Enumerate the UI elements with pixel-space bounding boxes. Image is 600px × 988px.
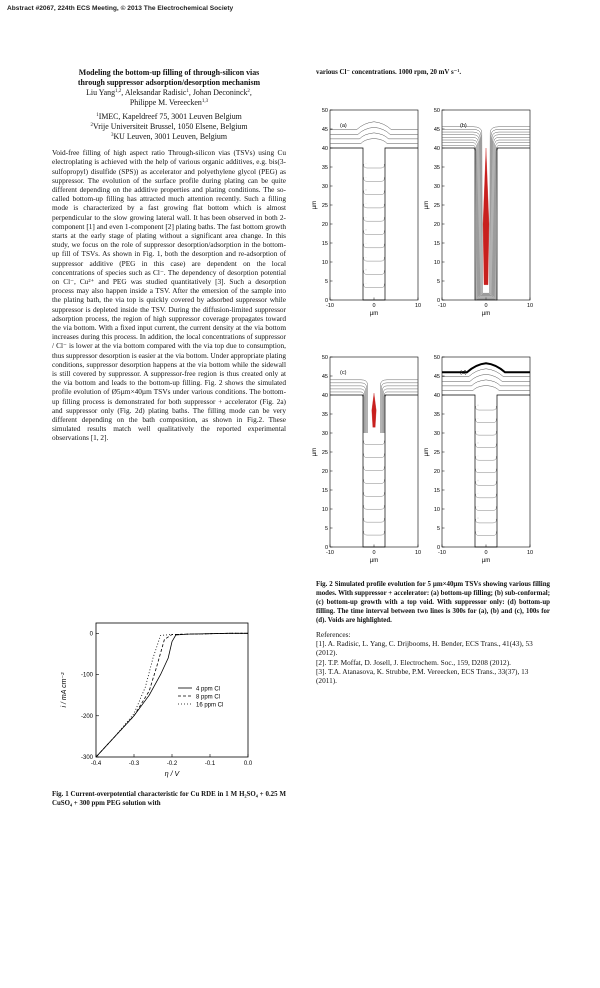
fig2-ytick: 40 [321,146,328,152]
references [316,630,550,685]
left-column [52,68,286,807]
fig2-panel-label: (c) [340,370,347,376]
fig2-ytick: 45 [321,127,328,133]
fig2-ytick: 0 [436,545,440,551]
fig2-ylabel: µm [312,200,318,210]
abstract-body: Void-free filling of high aspect ratio Through-silicon vias (TSVs) using Cu electroplating is achieved with the help of various organic additives, e.g. bis(3-sulfopropyl) disulfide (SPS)) as accelerator and polyethylene glycol (PEG) as suppressor. The evolution of the surface profile during plating can be quite different depending on the additive properties and plating conditions. The so-called bottom-up filling has attracted much attention recently. Such a filling mode is characterized by a fast growing flat bottom which is almost perpendicular to the slow growing lateral wall. It has been observed in both 2-component [1] and even 1-component [2] plating baths. The fast bottom growth starts at the early stage of plating without a significant area change. In this study, we focus on the role of suppressor desorption/adsorption in the bottom-up fill of TSVs. As shown in Fig. 1, both the desorption and re-adsorption of suppressor additive (PEG in this case) are dependent on the local concentrations of species such as Cl⁻. The dependency of desorption potential on Cl⁻, Cu²⁺ and PEG was studied quantitatively [3]. Such a desorption process may also happen inside a TSV. After the emersion of the sample into the plating bath, the via top is quickly covered by adsorbed suppressor while suppressor is depleted inside the TSV. During the diffusion-limited suppressor adsorption process, the region of high suppressor coverage propagates toward the via bottom. With a fixed input current, the current density at the via bottom increases during this process. In addition, the local concentrations of suppressor / Cl⁻ is lower at the via bottom compared with the via top due to consumption, thus suppressor desorption is easier at the via bottom. Under appropriate plating conditions, suppressor desorption happens at the via bottom while the sidewall is still covered by suppressor. A suppressor-free region is thus created only at the via bottom and leads to the bottom-up filling. Fig. 2 shows the simulated profile evolution of Ø5µm×40µm TSVs under various conditions. The bottom-up filling process is demonstrated for both suppressor + accelerator (Fig. 2a) and suppressor only (Fig. 2d) plating baths. The filling mode can be very different depending on the bath composition, as shown in Fig.2. These simulated results match well qualitatively the reported experimental observations [1, 2]. [52,148,286,443]
right-column [312,68,550,686]
fig2-xtick: -10 [438,303,446,309]
fig1-legend [178,687,223,709]
fig2-xtick: 10 [414,303,422,309]
references-heading: References: [316,630,351,639]
fig2-ytick: 50 [321,108,328,114]
fig2-ytick: 35 [433,412,440,418]
fig2-xtick: 0 [372,550,376,556]
fig2-ytick: 15 [433,488,440,494]
fig2-ytick: 30 [321,184,328,190]
fig2-panel-c [312,355,421,564]
fig1-chart [52,619,286,777]
fig2-panel-label: (b) [460,123,467,129]
fig2-xlabel: µm [481,311,491,317]
fig2-ytick: 35 [433,165,440,171]
legend-16ppm: 16 ppm Cl [196,702,224,709]
fig2-panel-label: (d) [460,370,467,376]
fig2-ytick: 45 [433,374,440,380]
fig2-xtick: -10 [326,550,334,556]
fig2-ytick: 30 [321,431,328,437]
fig2-ytick: 10 [433,260,440,266]
fig1-ytick: -200 [80,713,93,720]
fig2-ytick: 45 [433,127,440,133]
fig2-ytick: 5 [436,526,440,532]
fig2-ytick: 30 [433,184,440,190]
fig2-ytick: 5 [324,526,328,532]
fig2-ytick: 15 [433,241,440,247]
fig2-xtick: 0 [484,303,488,309]
fig2-ytick: 20 [433,222,440,228]
title-line-2: through suppressor adsorption/desorption mechanism [77,77,261,87]
fig1-ytick: 0 [89,631,93,638]
fig2-panel-b [424,108,533,317]
fig2-xlabel: µm [369,558,379,564]
abstract-header: Abstract #2067, 224th ECS Meeting, © 2013 The Electrochemical Society [7,5,234,12]
fig2-panel-a [312,108,421,317]
fig1-xtick: -0.3 [128,761,140,767]
author-vereecken: Philippe M. Vereecken [129,97,202,107]
fig1-series-line-3 [96,633,248,757]
fig2-ytick: 15 [321,488,328,494]
fig1-ytick: -100 [80,672,93,679]
affiliations [52,112,286,141]
fig2-ytick: 40 [433,146,440,152]
fig1-xtick: -0.1 [204,761,216,767]
fig2-xlabel: µm [481,558,491,564]
fig2-ytick: 20 [433,469,440,475]
fig2-ytick: 50 [433,355,440,361]
tsv-outline [330,148,418,300]
fig1-xtick: -0.4 [90,761,102,767]
fig2-xtick: 10 [526,550,534,556]
fig2-ylabel: µm [424,447,430,457]
reference-3: [3]. T.A. Atanasova, K. Strubbe, P.M. Vereecken, ECS Trans., 33(37), 13 (2011). [316,666,529,686]
reference-2: [2]. T.P. Moffat, D. Josell, J. Electrochem. Soc., 159, D208 (2012). [316,657,511,667]
fig1-xtick: -0.2 [166,761,178,767]
void-highlight [483,148,489,285]
affiliation-2: $^2$Vrije Universiteit Brussel, 1050 Elsene, Belgium [90,121,248,131]
fig2-ylabel: µm [424,200,430,210]
fig2-ytick: 50 [321,355,328,361]
fig2-ytick: 40 [433,393,440,399]
fig2-ylabel: µm [312,447,318,457]
fig2-xtick: 10 [526,303,534,309]
author-liu-yang: Liu Yang [86,88,116,98]
fig2-ytick: 25 [433,450,440,456]
legend-8ppm: 8 ppm Cl [196,694,221,701]
fig2-ytick: 40 [321,393,328,399]
fig2-ytick: 45 [321,374,328,380]
fig2-panels [312,102,550,582]
fig1-xtick: 0.0 [243,761,253,767]
author-list: Liu Yang$^{1,2}$, Aleksandar Radisic$^1$, Johan Deconinck$^2$, Philippe M. Vereecken$^{1,3}$ [86,88,252,107]
void-highlight [372,393,376,427]
fig2-ytick: 25 [433,203,440,209]
tsv-outline [442,395,530,547]
fig2-xtick: 0 [484,550,488,556]
legend-4ppm: 4 ppm Cl [196,686,221,693]
figure-2 [312,102,550,582]
figure-1 [52,619,286,777]
reference-1: [1]. A. Radisic, L. Yang, C. Drijbooms, H. Bender, ECS Trans., 41(43), 53 (2012). [316,639,533,658]
fig2-panel-label: (a) [340,123,347,129]
fig1-ytick: -300 [80,755,93,761]
author-deconinck: Johan Deconinck [192,88,248,98]
fig2-ytick: 20 [321,222,328,228]
fig1-series-line-2 [96,633,248,757]
paper-title [52,68,286,87]
fig2-ytick: 0 [324,545,328,551]
fig2-xlabel: µm [369,311,379,317]
fig2-ytick: 30 [433,431,440,437]
fig2-ytick: 10 [321,260,328,266]
fig2-xtick: -10 [326,303,334,309]
fig1-xlabel: η / V [164,771,180,778]
fig2-caption: Fig. 2 Simulated profile evolution for 5 µm×40µm TSVs showing various filling modes. With suppressor + accelerator: (a) bottom-up filling; (b) sub-conformal; (c) bottom-up growth with a top void. With suppressor only: (d) bottom-up filling. The time interval between two lines is 300s for (a), (b) and (c), 100s for (d). Voids are highlighted. [316,581,550,624]
fig2-ytick: 25 [321,450,328,456]
fig1-ylabel: i / mA cm⁻² [61,672,68,708]
fig1-series-line-1 [96,633,248,757]
fig2-xtick: 0 [372,303,376,309]
fig1-caption-continued: various Cl⁻ concentrations. 1000 rpm, 20 mV s⁻¹. [316,69,462,76]
fig2-ytick: 35 [321,412,328,418]
fig2-ytick: 15 [321,241,328,247]
fig2-ytick: 20 [321,469,328,475]
fig2-ytick: 35 [321,165,328,171]
affiliation-1: $^1$IMEC, Kapeldreef 75, 3001 Leuven Belgium [96,112,242,122]
author-radisic: Aleksandar Radisic [124,88,187,98]
fig2-ytick: 5 [436,279,440,285]
fig2-ytick: 25 [321,203,328,209]
fig2-ytick: 10 [433,507,440,513]
fig2-xtick: 10 [414,550,422,556]
fig2-panel-d [424,355,533,564]
title-line-1: Modeling the bottom-up filling of through-silicon vias [78,68,260,77]
fig2-ytick: 10 [321,507,328,513]
fig2-ytick: 0 [436,298,440,304]
affiliation-3: $^3$KU Leuven, 3001 Leuven, Belgium [110,131,227,141]
fig2-xtick: -10 [438,550,446,556]
fig2-ytick: 5 [324,279,328,285]
fig2-ytick: 50 [433,108,440,114]
fig1-caption: Fig. 1 Current-overpotential characteristic for Cu RDE in 1 M H₂SO₄ + 0.25 M CuSO₄ + 300 ppm PEG solution with [52,791,286,807]
fig2-ytick: 0 [324,298,328,304]
